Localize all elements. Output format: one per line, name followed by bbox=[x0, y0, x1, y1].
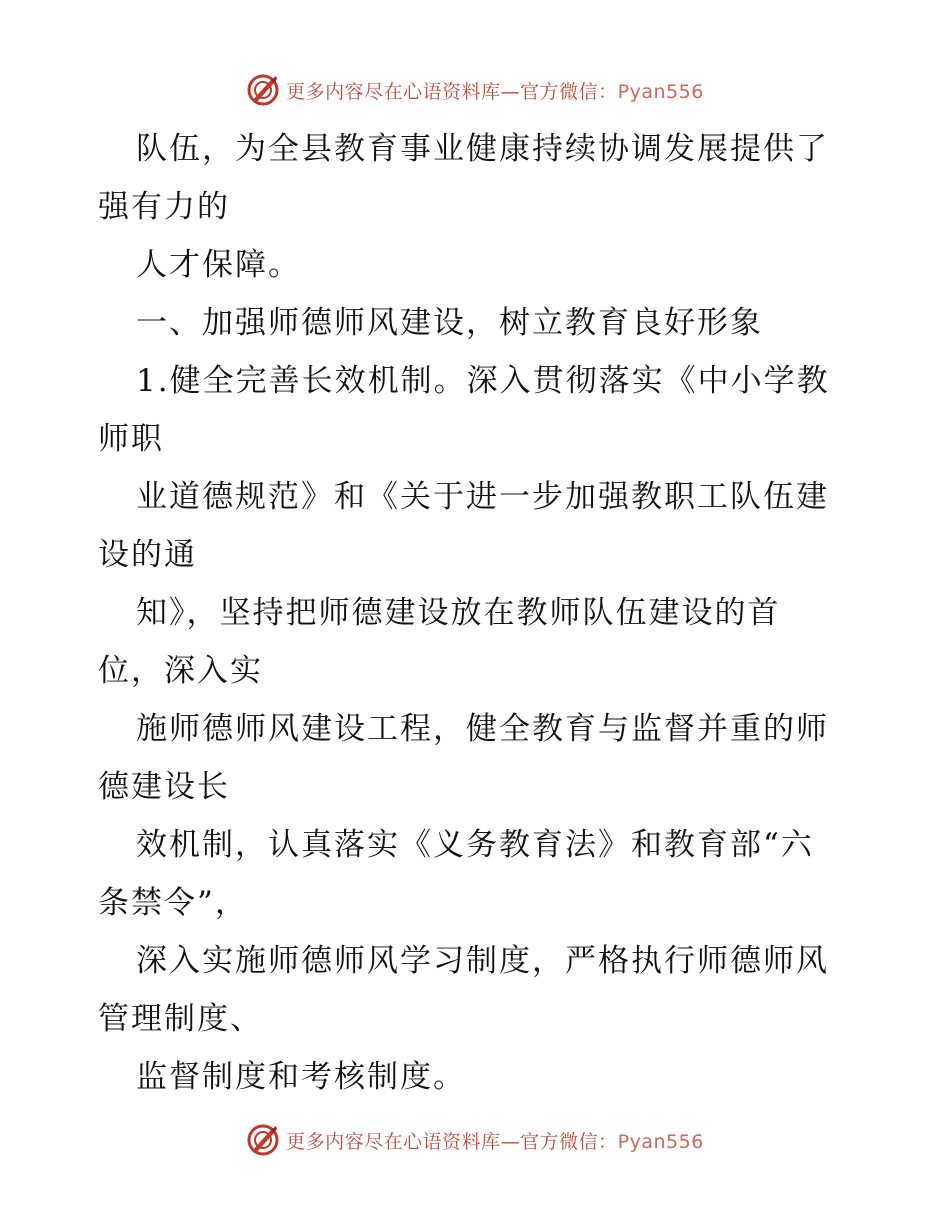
text-line: 人才保障。 bbox=[136, 247, 301, 283]
red-pen-seal-icon bbox=[246, 1123, 280, 1157]
text-line: 设的通 bbox=[98, 537, 197, 573]
text-line: 位，深入实 bbox=[98, 653, 263, 689]
wechat-id: Pyan556 bbox=[617, 1130, 704, 1153]
document-body bbox=[98, 120, 858, 1106]
section-heading: 一、加强师德师风建设，树立教育良好形象 bbox=[136, 305, 763, 341]
text-line: 强有力的 bbox=[98, 189, 230, 225]
red-pen-seal-icon bbox=[246, 73, 280, 107]
text-line: 业道德规范》和《关于进一步加强教职工队伍建 bbox=[136, 479, 829, 515]
text-line: 知》，坚持把师德建设放在教师队伍建设的首 bbox=[136, 595, 781, 631]
header-text: 更多内容尽在心语资料库—官方微信：Pyan556 bbox=[286, 80, 704, 103]
footer-banner bbox=[0, 1120, 950, 1160]
wechat-id: Pyan556 bbox=[617, 80, 704, 103]
text-line: 1.健全完善长效机制。深入贯彻落实《中小学教 bbox=[136, 363, 830, 399]
text-line: 条禁令”， bbox=[98, 885, 248, 921]
text-line: 效机制，认真落实《义务教育法》和教育部“六 bbox=[136, 827, 814, 863]
text-line: 施师德师风建设工程，健全教育与监督并重的师 bbox=[136, 711, 829, 747]
header-banner bbox=[0, 70, 950, 110]
text-line: 管理制度、 bbox=[98, 1001, 263, 1037]
text-line: 师职 bbox=[98, 421, 164, 457]
text-line: 队伍，为全县教育事业健康持续协调发展提供了 bbox=[136, 131, 829, 167]
text-line: 深入实施师德师风学习制度，严格执行师德师风 bbox=[136, 943, 829, 979]
text-line: 德建设长 bbox=[98, 769, 230, 805]
text-line: 监督制度和考核制度。 bbox=[136, 1059, 466, 1095]
footer-text: 更多内容尽在心语资料库—官方微信：Pyan556 bbox=[286, 1130, 704, 1153]
